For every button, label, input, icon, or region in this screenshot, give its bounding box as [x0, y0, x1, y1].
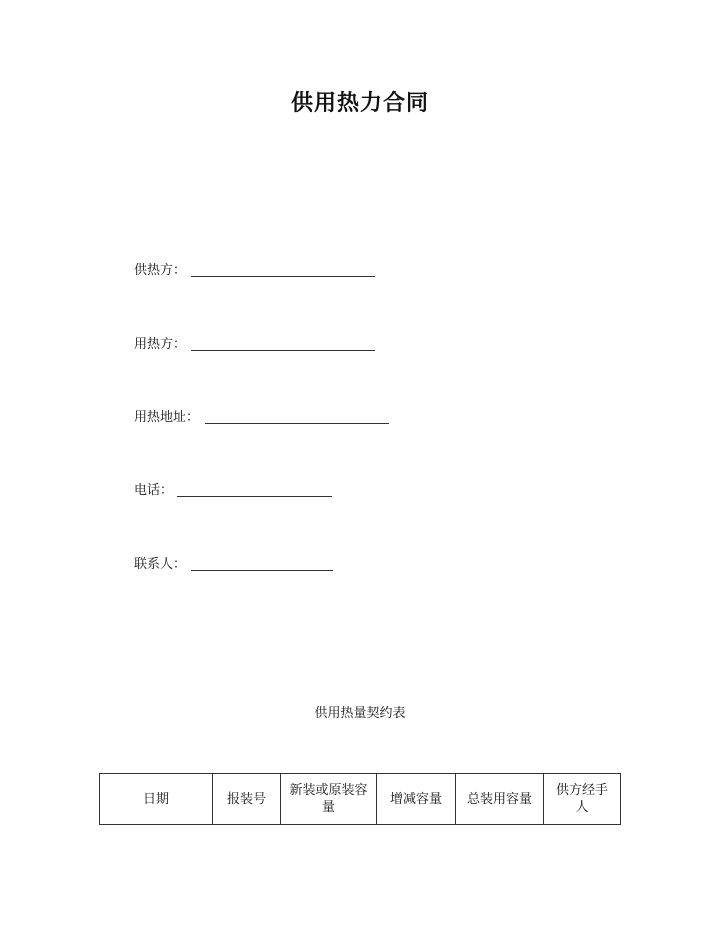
header-date: 日期: [100, 774, 213, 825]
blank-line[interactable]: [177, 496, 332, 497]
field-label: 用热地址：: [134, 410, 200, 425]
document-title: 供用热力合同: [290, 91, 429, 116]
header-install-number: 报装号: [213, 774, 281, 825]
blank-line[interactable]: [191, 276, 375, 277]
header-supplier-handler: 供方经手人: [544, 774, 621, 825]
header-original-capacity: 新装或原装容量: [281, 774, 377, 825]
field-label: 用热方：: [134, 337, 187, 352]
blank-line[interactable]: [191, 570, 333, 571]
table-title: 供用热量契约表: [314, 706, 406, 721]
header-capacity-change: 增减容量: [377, 774, 456, 825]
field-label: 供热方：: [134, 263, 187, 278]
blank-line[interactable]: [205, 423, 389, 424]
blank-line[interactable]: [191, 350, 375, 351]
field-label: 电话：: [134, 483, 174, 498]
header-total-capacity: 总装用容量: [456, 774, 544, 825]
table-header-row: [100, 774, 621, 825]
heat-contract-table: [99, 773, 621, 825]
field-label: 联系人：: [134, 557, 187, 572]
